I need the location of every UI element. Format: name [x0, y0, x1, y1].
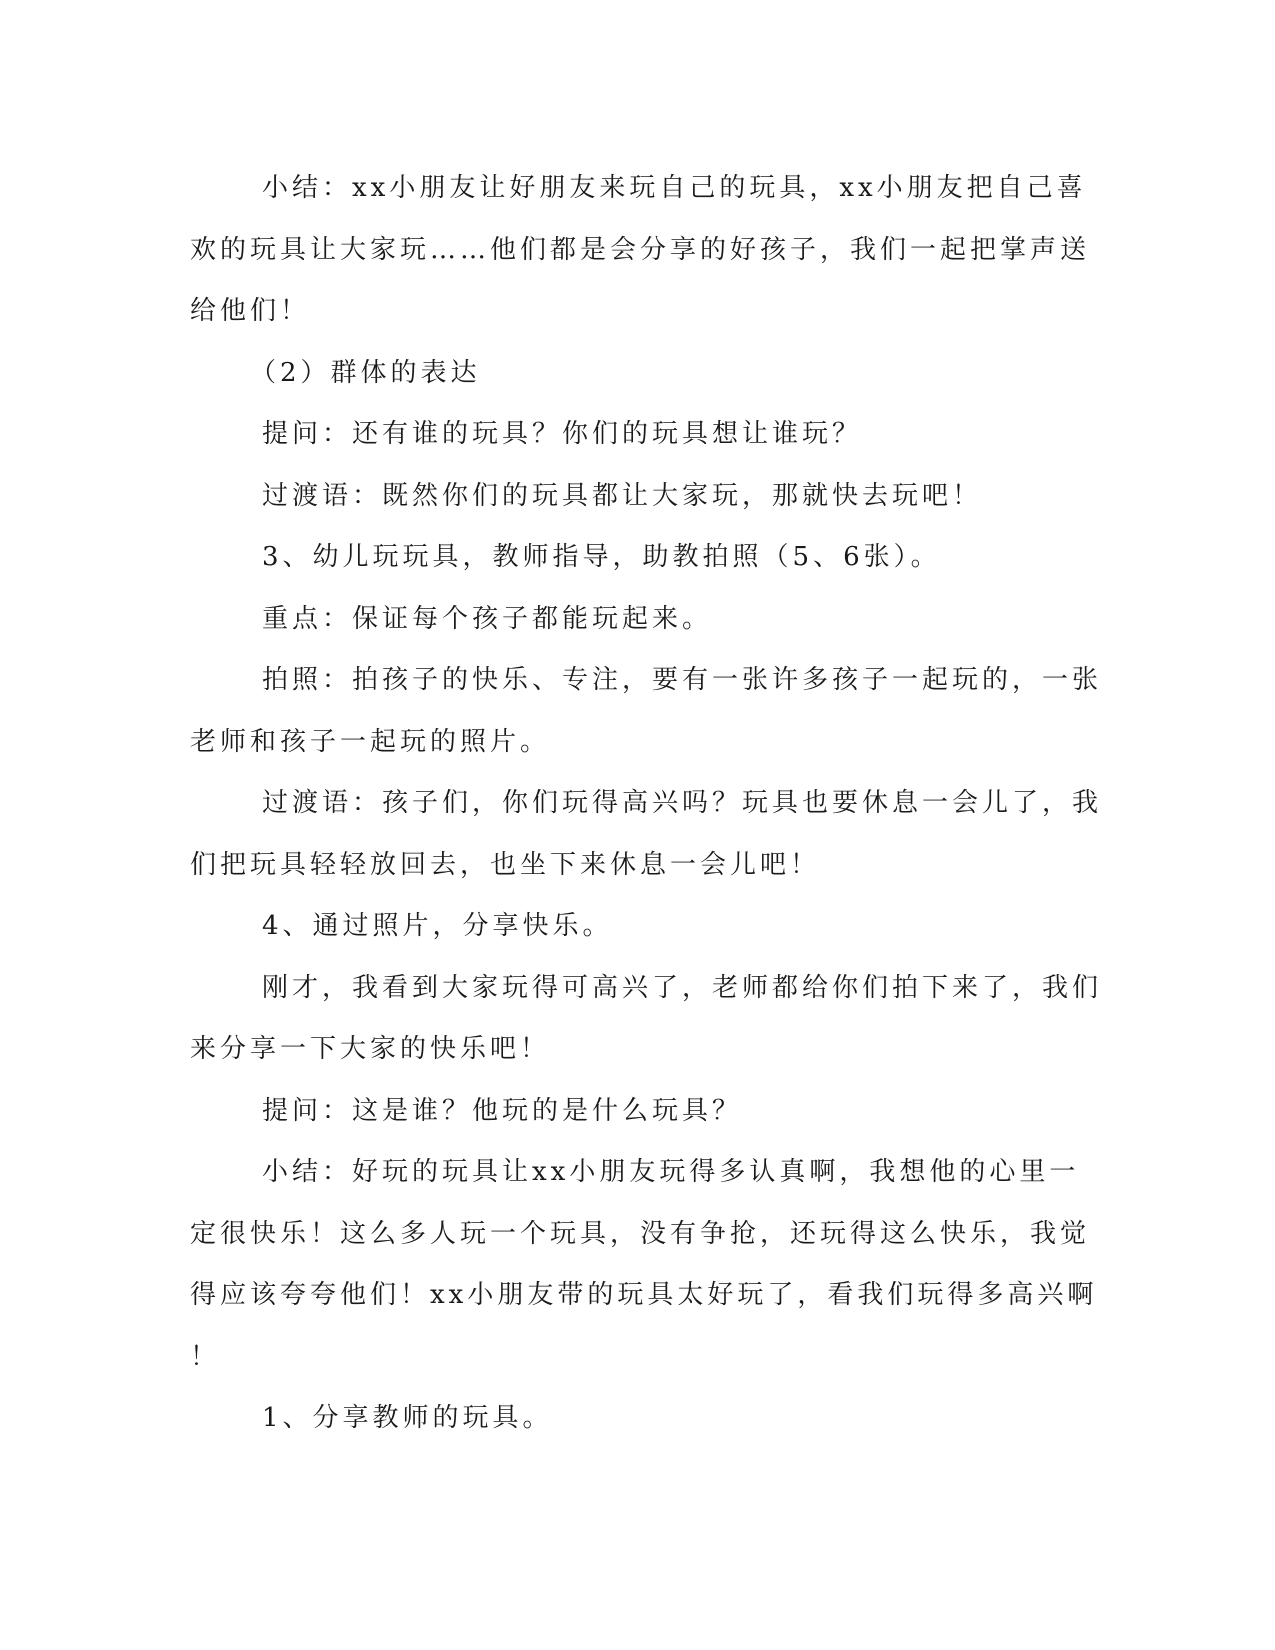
paragraph-line: 小结：好玩的玩具让xx小朋友玩得多认真啊，我想他的心里一: [262, 1157, 1080, 1187]
paragraph-line: 过渡语：既然你们的玩具都让大家玩，那就快去玩吧！: [262, 480, 983, 511]
paragraph-line: 拍照：拍孩子的快乐、专注，要有一张许多孩子一起玩的，一张: [262, 665, 1103, 695]
document-body: [190, 158, 1103, 1450]
paragraph-line: 刚才，我看到大家玩得可高兴了，老师都给你们拍下来了，我们: [262, 972, 1103, 1003]
paragraph-line: 小结：xx小朋友让好朋友来玩自己的玩具，xx小朋友把自己喜: [262, 173, 1087, 203]
paragraph-line: 提问：这是谁？他玩的是什么玩具？: [262, 1095, 743, 1126]
paragraph-line: 重点：保证每个孩子都能玩起来。: [262, 603, 713, 634]
paragraph-line: ！: [190, 1341, 221, 1372]
paragraph-line: 们把玩具轻轻放回去，也坐下来休息一会儿吧！: [190, 849, 821, 880]
step-heading: 4、通过照片，分享快乐。: [262, 911, 613, 941]
paragraph-line: 定很快乐！这么多人玩一个玩具，没有争抢，还玩得这么快乐，我觉: [190, 1218, 1091, 1249]
paragraph-line: 给他们！: [190, 296, 311, 326]
section-heading: （2）群体的表达: [250, 357, 481, 388]
paragraph-line: 提问：还有谁的玩具？你们的玩具想让谁玩？: [262, 419, 863, 449]
paragraph-line: 得应该夸夸他们！xx小朋友带的玩具太好玩了，看我们玩得多高兴啊: [190, 1280, 1098, 1310]
paragraph-line: 来分享一下大家的快乐吧！: [190, 1034, 551, 1064]
step-heading: 1、分享教师的玩具。: [262, 1403, 553, 1433]
step-heading: 3、幼儿玩玩具，教师指导，助教拍照（5、6张）。: [262, 542, 941, 572]
paragraph-line: 过渡语：孩子们，你们玩得高兴吗？玩具也要休息一会儿了，我: [262, 788, 1103, 818]
paragraph-line: 欢的玩具让大家玩……他们都是会分享的好孩子，我们一起把掌声送: [190, 234, 1091, 265]
paragraph-line: 老师和孩子一起玩的照片。: [190, 726, 551, 757]
